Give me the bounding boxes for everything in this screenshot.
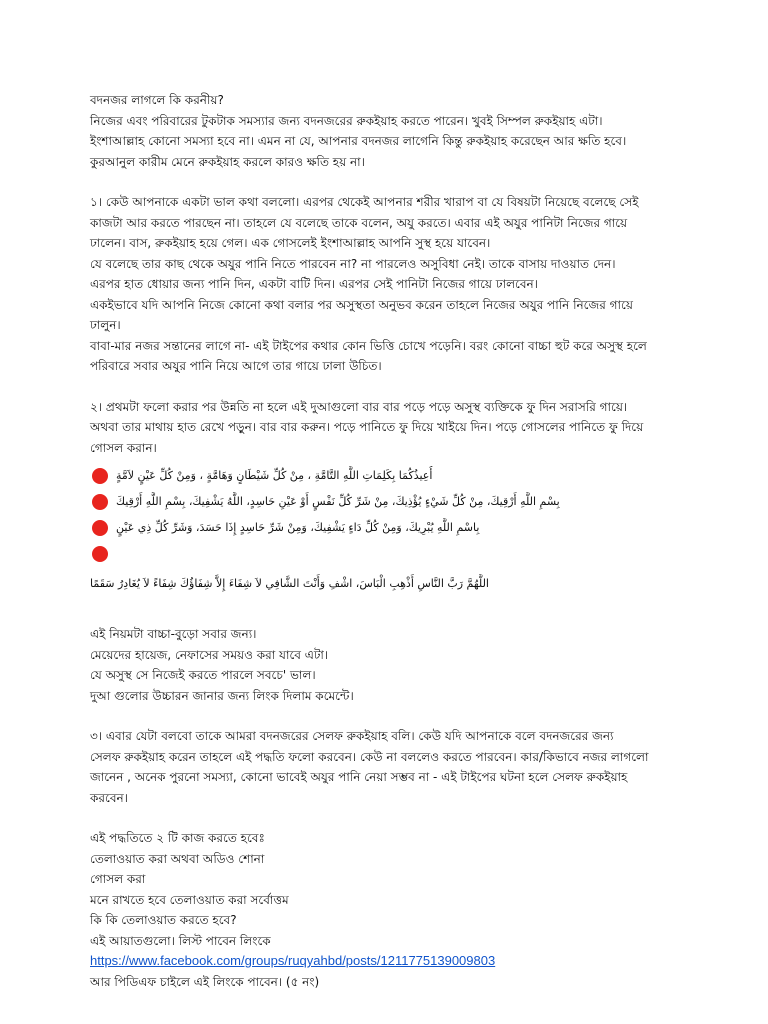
intro-line: কুরআনুল কারীম মেনে রুকইয়াহ করলে কারও ক্ষতি হয় না। bbox=[90, 154, 365, 169]
method-line: এই পদ্ধতিতে ২ টি কাজ করতে হবেঃ bbox=[90, 831, 265, 845]
method-line: গোসল করা bbox=[90, 872, 146, 886]
dua-item bbox=[90, 542, 705, 568]
note-line: মেয়েদের হায়েজ, নেফাসের সময়ও করা যাবে এটা। bbox=[90, 647, 329, 662]
note-line: যে অসুস্থ সে নিজেই করতে পারলে সবচে' ভাল। bbox=[90, 668, 316, 682]
method-line: মনে রাখতে হবে তেলাওয়াত করা সর্বোত্তম bbox=[90, 892, 289, 907]
section1-line: একইভাবে যদি আপনি নিজে কোনো কথা বলার পর অসুস্থতা অনুভব করেন তাহলে নিজের অযুর পানি নিজের গায়ে bbox=[90, 297, 633, 312]
dua-list bbox=[90, 464, 705, 594]
dua-text: بِاسْمِ اللَّهِ يُبْرِيكَ، وَمِنْ كُلِّ دَاءٍ يَشْفِيكَ، وَمِنْ شَرِّ حَاسِدٍ إِذَا حَسَدَ، وَشَرِّ كُلِّ ذِي عَيْنٍ bbox=[116, 521, 480, 534]
section1-line: যে বলেছে তার কাছ থেকে অযুর পানি নিতে পারবেন না? না পারলেও অসুবিধা নেই। তাকে বাসায় দাওয়াত দেন। bbox=[90, 256, 616, 271]
note-line: এই নিয়মটা বাচ্চা-বুড়ো সবার জন্য। bbox=[90, 627, 257, 641]
note-line: দুআ গুলোর উচ্চারন জানার জন্য লিংক দিলাম কমেন্টে। bbox=[90, 688, 354, 703]
section3-line: জানেন , অনেক পুরনো সমস্যা, কোনো ভাবেই অযুর পানি নেয়া সম্ভব না - এই টাইপের ঘটনা হলে সেলফ রুকইয়াহ bbox=[90, 770, 628, 784]
dua-text: بِسْمِ اللَّهِ أَرْقِيكَ، مِنْ كُلِّ شَيْءٍ يُؤْذِيكَ، مِنْ شَرِّ كُلِّ نَفْسٍ أَوْ عَيْنِ حَاسِدٍ، اللَّهُ يَشْفِيكَ، بِسْمِ اللَّهِ أَرْقِيكَ bbox=[116, 495, 560, 508]
last-line: আর পিডিএফ চাইলে এই লিংকে পাবেন। (৫ নং) bbox=[90, 974, 320, 989]
section2-line: অথবা তার মাথায় হাত রেখে পড়ুন। বার বার করুন। পড়ে পানিতে ফু দিয়ে খাইয়ে দিন। পড়ে গোসলের পানিতে ফু দিয়ে bbox=[90, 420, 644, 434]
dua-item bbox=[90, 490, 705, 516]
section1-line: ঢালেন। বাস, রুকইয়াহ হয়ে গেল। এক গোসলেই ইংশাআল্লাহ আপনি সুস্থ হয়ে যাবেন। bbox=[90, 236, 491, 250]
section3-line: করবেন। bbox=[90, 790, 128, 805]
section1-line: এরপর হাত ধোয়ার জন্য পানি দিন, একটা বাটি দিন। এরপর সেই পানিটা নিজের গায়ে ঢালবেন। bbox=[90, 277, 538, 291]
facebook-post-link[interactable]: https://www.facebook.com/groups/ruqyahbd/posts/1211775139009803 bbox=[90, 953, 496, 968]
section2-line: গোসল করান। bbox=[90, 440, 157, 455]
section2-line: ২। প্রথমটা ফলো করার পর উন্নতি না হলে এই দুআগুলো বার বার পড়ে পড়ে অসুস্থ ব্যক্তিকে ফু দিন সরাসরি গায়ে। bbox=[90, 399, 628, 414]
intro-line: নিজের এবং পরিবারের টুকটাক সমস্যার জন্য বদনজরের রুকইয়াহ করতে পারেন। খুবই সিম্পল রুকইয়াহ এটা। bbox=[90, 113, 603, 128]
red-bullet-icon bbox=[92, 494, 108, 510]
section1-line: পরিবারে সবার অযুর পানি নিয়ে আগে তার গায়ে ঢালা উচিত। bbox=[90, 359, 382, 373]
method-line: কি কি তেলাওয়াত করতে হবে? bbox=[90, 913, 237, 927]
method-line: এই আয়াতগুলো। লিস্ট পাবেন লিংকে bbox=[90, 933, 271, 948]
red-bullet-icon bbox=[92, 546, 108, 562]
intro-line: ইংশাআল্লাহ কোনো সমস্যা হবে না। এমন না যে, আপনার বদনজর লাগেনি কিন্তু রুকইয়াহ করেছেন আর ক্ষতি হবে। bbox=[90, 134, 627, 148]
section1-line: বাবা-মার নজর সন্তানের লাগে না- এই টাইপের কথার কোন ভিত্তি চোখে পড়েনি। বরং কোনো বাচ্চা হুট করে অসুস্থ হলে bbox=[90, 338, 647, 353]
red-bullet-icon bbox=[92, 520, 108, 536]
section1-line: ঢালুন। bbox=[90, 318, 121, 332]
red-bullet-icon bbox=[92, 468, 108, 484]
dua-text: اللَّهُمَّ رَبَّ النَّاسِ أَذْهِبِ الْبَاسَ، اشْفِ وَأَنْتَ الشَّافِي لاَ شِفَاءَ إِلاَّ شِفَاؤُكَ شِفَاءً لاَ يُغَادِرُ سَقَمًا bbox=[90, 577, 489, 590]
document-body bbox=[90, 90, 705, 992]
method-line: তেলাওয়াত করা অথবা অডিও শোনা bbox=[90, 851, 265, 866]
dua-text: أُعِيذُكُمَا بِكَلِمَاتِ اللَّهِ التَّامَّةِ ، مِنْ كُلِّ شَيْطَانٍ وَهَامَّةٍ ، وَمِنْ كُلِّ عَيْنٍ لاَمَّةٍ bbox=[116, 469, 433, 482]
section1-line: ১। কেউ আপনাকে একটা ভাল কথা বললো। এরপর থেকেই আপনার শরীর খারাপ বা যে বিষয়টা নিয়েছে বলেছে সেই bbox=[90, 195, 639, 209]
section3-line: ৩। এবার যেটা বলবো তাকে আমরা বদনজরের সেলফ রুকইয়াহ বলি। কেউ যদি আপনাকে বলে বদনজরের জন্য bbox=[90, 729, 614, 743]
dua-item bbox=[90, 516, 705, 542]
section3-line: সেলফ রুকইয়াহ করেন তাহলে এই পদ্ধতি ফলো করবেন। কেউ না বললেও করতে পারবেন। কার/কিভাবে নজর লাগলো bbox=[90, 749, 649, 764]
dua-item bbox=[90, 568, 705, 594]
dua-item bbox=[90, 464, 705, 490]
section1-line: কাজটা আর করতে পারছেন না। তাহলে যে বলেছে তাকে বলেন, অযু করতে। এবার এই অযুর পানিটা নিজের গায়ে bbox=[90, 215, 628, 230]
doc-title: বদনজর লাগলে কি করনীয়? bbox=[90, 93, 224, 107]
